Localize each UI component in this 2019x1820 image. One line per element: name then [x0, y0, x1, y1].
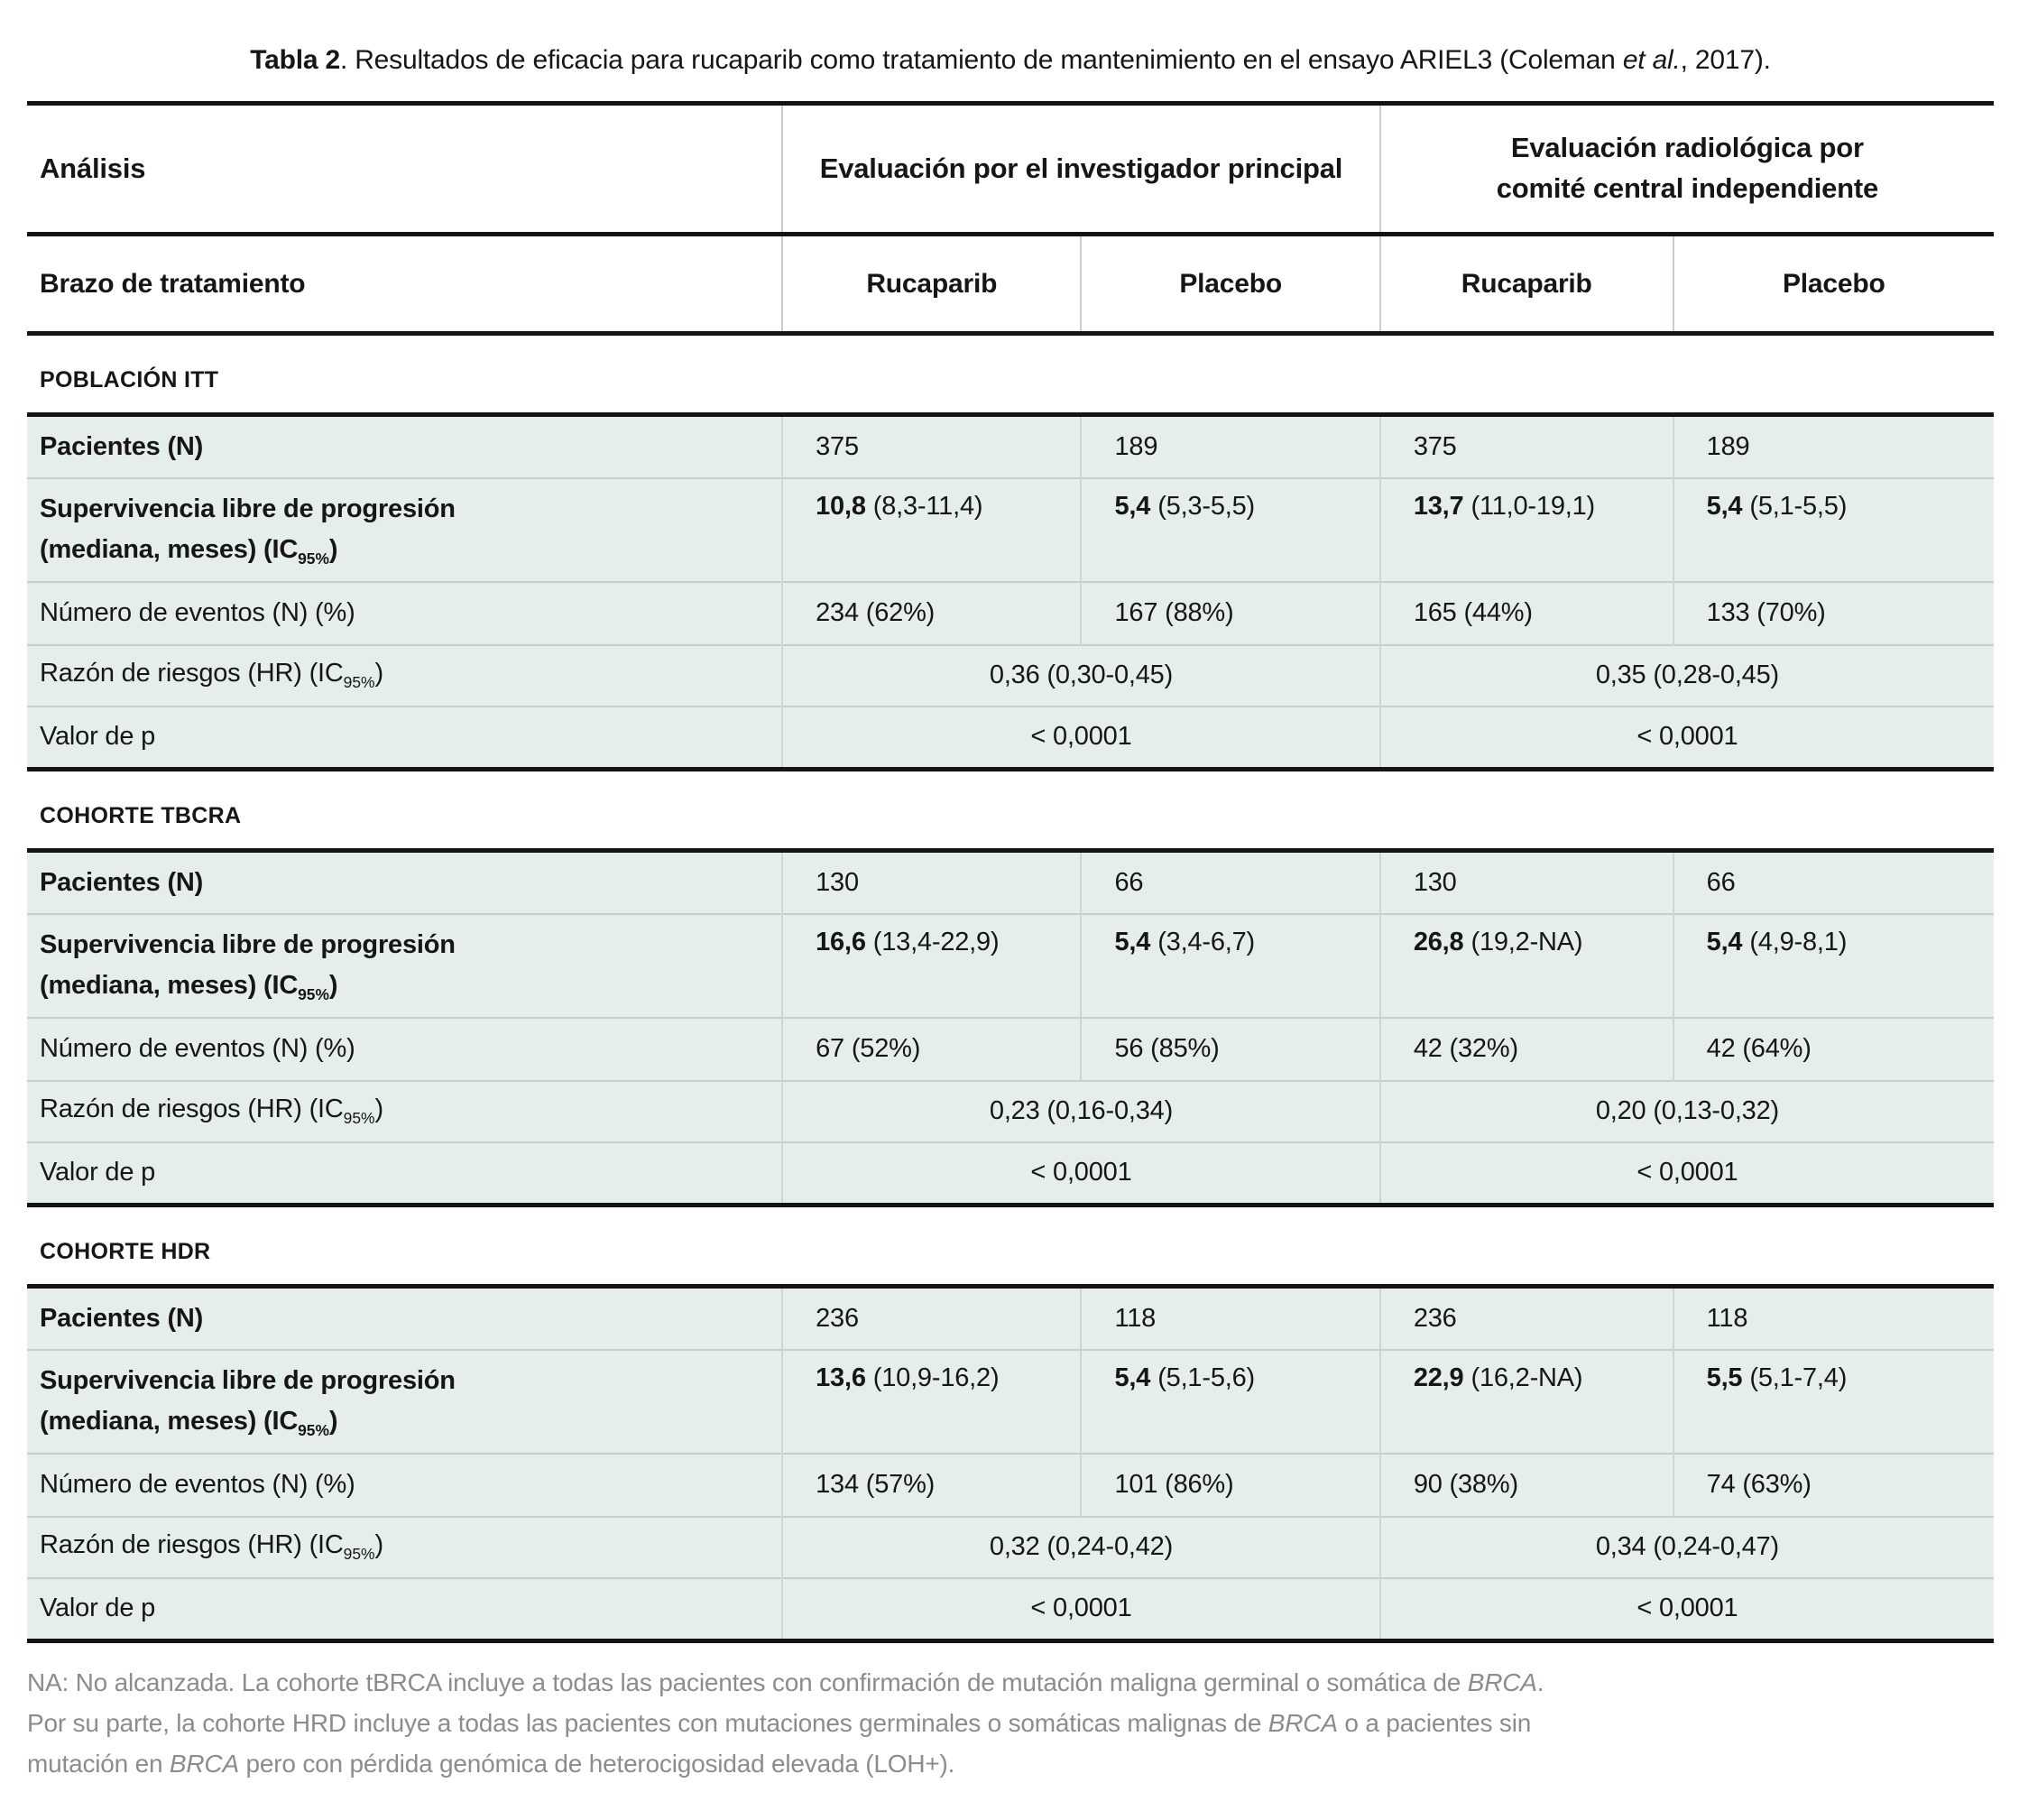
section-header-hdr	[27, 1206, 1994, 1287]
section-title: POBLACIÓN ITT	[27, 334, 1994, 415]
table-caption-etal: et al.	[1622, 45, 1681, 75]
cell-value	[1673, 478, 1994, 582]
hr-label-sub: 95%	[343, 1108, 375, 1127]
cell-value: 66	[1673, 851, 1994, 914]
pfs-ci: (5,1-5,5)	[1749, 491, 1848, 521]
cell-value: 42 (64%)	[1673, 1018, 1994, 1081]
row-label-hr	[27, 645, 782, 707]
pfs-ci: (5,1-5,6)	[1157, 1363, 1255, 1392]
row-label-pfs	[27, 478, 782, 582]
cell-value	[1081, 914, 1379, 1018]
cell-value	[1380, 1350, 1673, 1454]
cell-pvalue-investigator: < 0,0001	[782, 1142, 1380, 1206]
pfs-label-line2: (mediana, meses) (IC	[40, 1406, 299, 1436]
header-arm-placebo-2: Placebo	[1673, 235, 1994, 334]
hr-label-sub: 95%	[343, 672, 375, 691]
section-header-itt	[27, 334, 1994, 415]
pfs-ci: (16,2-NA)	[1470, 1363, 1583, 1392]
footnote-brca-italic: BRCA	[169, 1749, 239, 1778]
footnote-brca-italic: BRCA	[1467, 1668, 1537, 1696]
pfs-label-close: )	[328, 970, 338, 1000]
row-events-itt	[27, 582, 1994, 645]
cell-hr-radiology: 0,20 (0,13-0,32)	[1380, 1081, 1994, 1142]
header-row-analysis	[27, 104, 1994, 235]
row-label-patients: Pacientes (N)	[27, 415, 782, 478]
row-label-pvalue: Valor de p	[27, 707, 782, 770]
pfs-median: 26,8	[1413, 927, 1464, 956]
row-label-hr	[27, 1081, 782, 1142]
cell-value: 189	[1081, 415, 1379, 478]
header-arm-label: Brazo de tratamiento	[27, 235, 782, 334]
table-caption-text: . Resultados de eficacia para rucaparib como tratamiento de mantenimiento en el ensayo ARIEL3 (Coleman	[339, 45, 1623, 75]
cell-value: 133 (70%)	[1673, 582, 1994, 645]
row-pfs-tbrca	[27, 914, 1994, 1018]
pfs-median: 5,4	[1706, 927, 1743, 956]
row-pfs-itt	[27, 478, 1994, 582]
footnote-brca-italic: BRCA	[1268, 1708, 1338, 1737]
footnote-line-3	[27, 1744, 1994, 1785]
table-caption-number: Tabla 2	[250, 45, 340, 75]
cell-value: 134 (57%)	[782, 1454, 1081, 1517]
cell-hr-radiology: 0,34 (0,24-0,47)	[1380, 1517, 1994, 1578]
row-label-events: Número de eventos (N) (%)	[27, 1018, 782, 1081]
cell-hr-investigator: 0,32 (0,24-0,42)	[782, 1517, 1380, 1578]
row-label-pfs	[27, 914, 782, 1018]
row-pfs-hdr	[27, 1350, 1994, 1454]
cell-value: 375	[782, 415, 1081, 478]
row-label-pvalue: Valor de p	[27, 1578, 782, 1641]
pfs-label-close: )	[328, 534, 338, 564]
cell-value	[782, 1350, 1081, 1454]
table-footnote	[27, 1663, 1994, 1784]
pfs-median: 5,4	[1114, 491, 1151, 521]
cell-value: 118	[1673, 1287, 1994, 1350]
row-pvalue-itt	[27, 707, 1994, 770]
cell-value: 67 (52%)	[782, 1018, 1081, 1081]
pfs-label-sub: 95%	[298, 1420, 329, 1439]
cell-pvalue-radiology: < 0,0001	[1380, 1142, 1994, 1206]
cell-value	[1673, 914, 1994, 1018]
cell-pvalue-radiology: < 0,0001	[1380, 1578, 1994, 1641]
cell-value: 236	[782, 1287, 1081, 1350]
cell-value	[782, 914, 1081, 1018]
cell-value: 234 (62%)	[782, 582, 1081, 645]
row-hazard-ratio-itt	[27, 645, 1994, 707]
hr-label-close: )	[374, 1530, 383, 1560]
header-group-investigator: Evaluación por el investigador principal	[782, 104, 1380, 235]
cell-value: 74 (63%)	[1673, 1454, 1994, 1517]
pfs-ci: (19,2-NA)	[1470, 927, 1583, 956]
cell-value: 42 (32%)	[1380, 1018, 1673, 1081]
pfs-median: 5,4	[1114, 927, 1151, 956]
cell-value	[1081, 478, 1379, 582]
row-hazard-ratio-hdr	[27, 1517, 1994, 1578]
footnote-text: Por su parte, la cohorte HRD incluye a todas las pacientes con mutaciones germinales o somáticas malignas de	[27, 1708, 1268, 1737]
pfs-ci: (5,3-5,5)	[1157, 491, 1255, 521]
row-pvalue-tbrca	[27, 1142, 1994, 1206]
pfs-median: 22,9	[1413, 1363, 1464, 1392]
row-label-patients: Pacientes (N)	[27, 851, 782, 914]
pfs-label-line2: (mediana, meses) (IC	[40, 534, 299, 564]
hr-label-sub: 95%	[343, 1544, 375, 1563]
efficacy-results-table	[27, 101, 1994, 1643]
pfs-median: 5,4	[1114, 1363, 1151, 1392]
cell-value: 66	[1081, 851, 1379, 914]
pfs-label-line2: (mediana, meses) (IC	[40, 970, 299, 1000]
footnote-text: pero con pérdida genómica de heterocigosidad elevada (LOH+).	[238, 1749, 955, 1778]
cell-hr-radiology: 0,35 (0,28-0,45)	[1380, 645, 1994, 707]
footnote-text: o a pacientes sin	[1337, 1708, 1532, 1737]
pfs-ci: (13,4-22,9)	[872, 927, 1000, 956]
header-row-arms	[27, 235, 1994, 334]
cell-value: 130	[1380, 851, 1673, 914]
row-label-patients: Pacientes (N)	[27, 1287, 782, 1350]
cell-value: 236	[1380, 1287, 1673, 1350]
cell-value: 90 (38%)	[1380, 1454, 1673, 1517]
pfs-label-sub: 95%	[298, 984, 329, 1003]
hr-label: Razón de riesgos (HR) (IC	[40, 1530, 344, 1560]
cell-value: 56 (85%)	[1081, 1018, 1379, 1081]
pfs-label-close: )	[328, 1406, 338, 1436]
pfs-label-line1: Supervivencia libre de progresión	[40, 494, 456, 523]
cell-pvalue-investigator: < 0,0001	[782, 707, 1380, 770]
pfs-median: 13,7	[1413, 491, 1464, 521]
pfs-median: 10,8	[816, 491, 866, 521]
pfs-label-line1: Supervivencia libre de progresión	[40, 1365, 456, 1395]
cell-value	[1380, 478, 1673, 582]
row-events-hdr	[27, 1454, 1994, 1517]
cell-pvalue-radiology: < 0,0001	[1380, 707, 1994, 770]
pfs-median: 16,6	[816, 927, 866, 956]
pfs-ci: (4,9-8,1)	[1749, 927, 1848, 956]
cell-value: 165 (44%)	[1380, 582, 1673, 645]
row-label-pvalue: Valor de p	[27, 1142, 782, 1206]
cell-value: 118	[1081, 1287, 1379, 1350]
cell-value: 101 (86%)	[1081, 1454, 1379, 1517]
row-pvalue-hdr	[27, 1578, 1994, 1641]
pfs-label-line1: Supervivencia libre de progresión	[40, 929, 456, 959]
hr-label-close: )	[374, 659, 383, 688]
header-arm-rucaparib-2: Rucaparib	[1380, 235, 1673, 334]
header-group-radiology	[1380, 104, 1994, 235]
cell-value	[1081, 1350, 1379, 1454]
row-label-events: Número de eventos (N) (%)	[27, 582, 782, 645]
footnote-line-2	[27, 1704, 1994, 1744]
row-patients-hdr	[27, 1287, 1994, 1350]
cell-value: 189	[1673, 415, 1994, 478]
footnote-text: NA: No alcanzada. La cohorte tBRCA incluye a todas las pacientes con confirmación de mutación maligna germinal o somática de	[27, 1668, 1468, 1696]
row-events-tbrca	[27, 1018, 1994, 1081]
header-arm-placebo-1: Placebo	[1081, 235, 1379, 334]
cell-value: 375	[1380, 415, 1673, 478]
row-label-pfs	[27, 1350, 782, 1454]
pfs-ci: (10,9-16,2)	[872, 1363, 1000, 1392]
hr-label: Razón de riesgos (HR) (IC	[40, 659, 344, 688]
row-patients-tbrca	[27, 851, 1994, 914]
row-label-events: Número de eventos (N) (%)	[27, 1454, 782, 1517]
cell-value	[782, 478, 1081, 582]
pfs-median: 5,4	[1706, 491, 1743, 521]
header-analysis: Análisis	[27, 104, 782, 235]
header-arm-rucaparib-1: Rucaparib	[782, 235, 1081, 334]
pfs-ci: (5,1-7,4)	[1749, 1363, 1848, 1392]
section-header-tbrca	[27, 770, 1994, 851]
section-title: COHORTE HDR	[27, 1206, 1994, 1287]
cell-hr-investigator: 0,23 (0,16-0,34)	[782, 1081, 1380, 1142]
hr-label-close: )	[374, 1095, 383, 1124]
cell-pvalue-investigator: < 0,0001	[782, 1578, 1380, 1641]
row-hazard-ratio-tbrca	[27, 1081, 1994, 1142]
row-label-hr	[27, 1517, 782, 1578]
table-caption	[27, 45, 1994, 76]
hr-label: Razón de riesgos (HR) (IC	[40, 1095, 344, 1124]
cell-value: 130	[782, 851, 1081, 914]
pfs-median: 13,6	[816, 1363, 866, 1392]
header-group-radiology-text: Evaluación radiológica por comité central independiente	[1496, 132, 1879, 204]
pfs-ci: (3,4-6,7)	[1157, 927, 1255, 956]
footnote-text: .	[1536, 1668, 1544, 1696]
cell-hr-investigator: 0,36 (0,30-0,45)	[782, 645, 1380, 707]
pfs-label-sub: 95%	[298, 549, 329, 568]
pfs-ci: (11,0-19,1)	[1470, 491, 1595, 521]
pfs-ci: (8,3-11,4)	[872, 491, 983, 521]
footnote-line-1	[27, 1663, 1994, 1704]
table-caption-year: , 2017).	[1680, 45, 1771, 75]
section-title: COHORTE TBCRA	[27, 770, 1994, 851]
cell-value: 167 (88%)	[1081, 582, 1379, 645]
pfs-median: 5,5	[1706, 1363, 1743, 1392]
row-patients-itt	[27, 415, 1994, 478]
cell-value	[1380, 914, 1673, 1018]
footnote-text: mutación en	[27, 1749, 170, 1778]
cell-value	[1673, 1350, 1994, 1454]
